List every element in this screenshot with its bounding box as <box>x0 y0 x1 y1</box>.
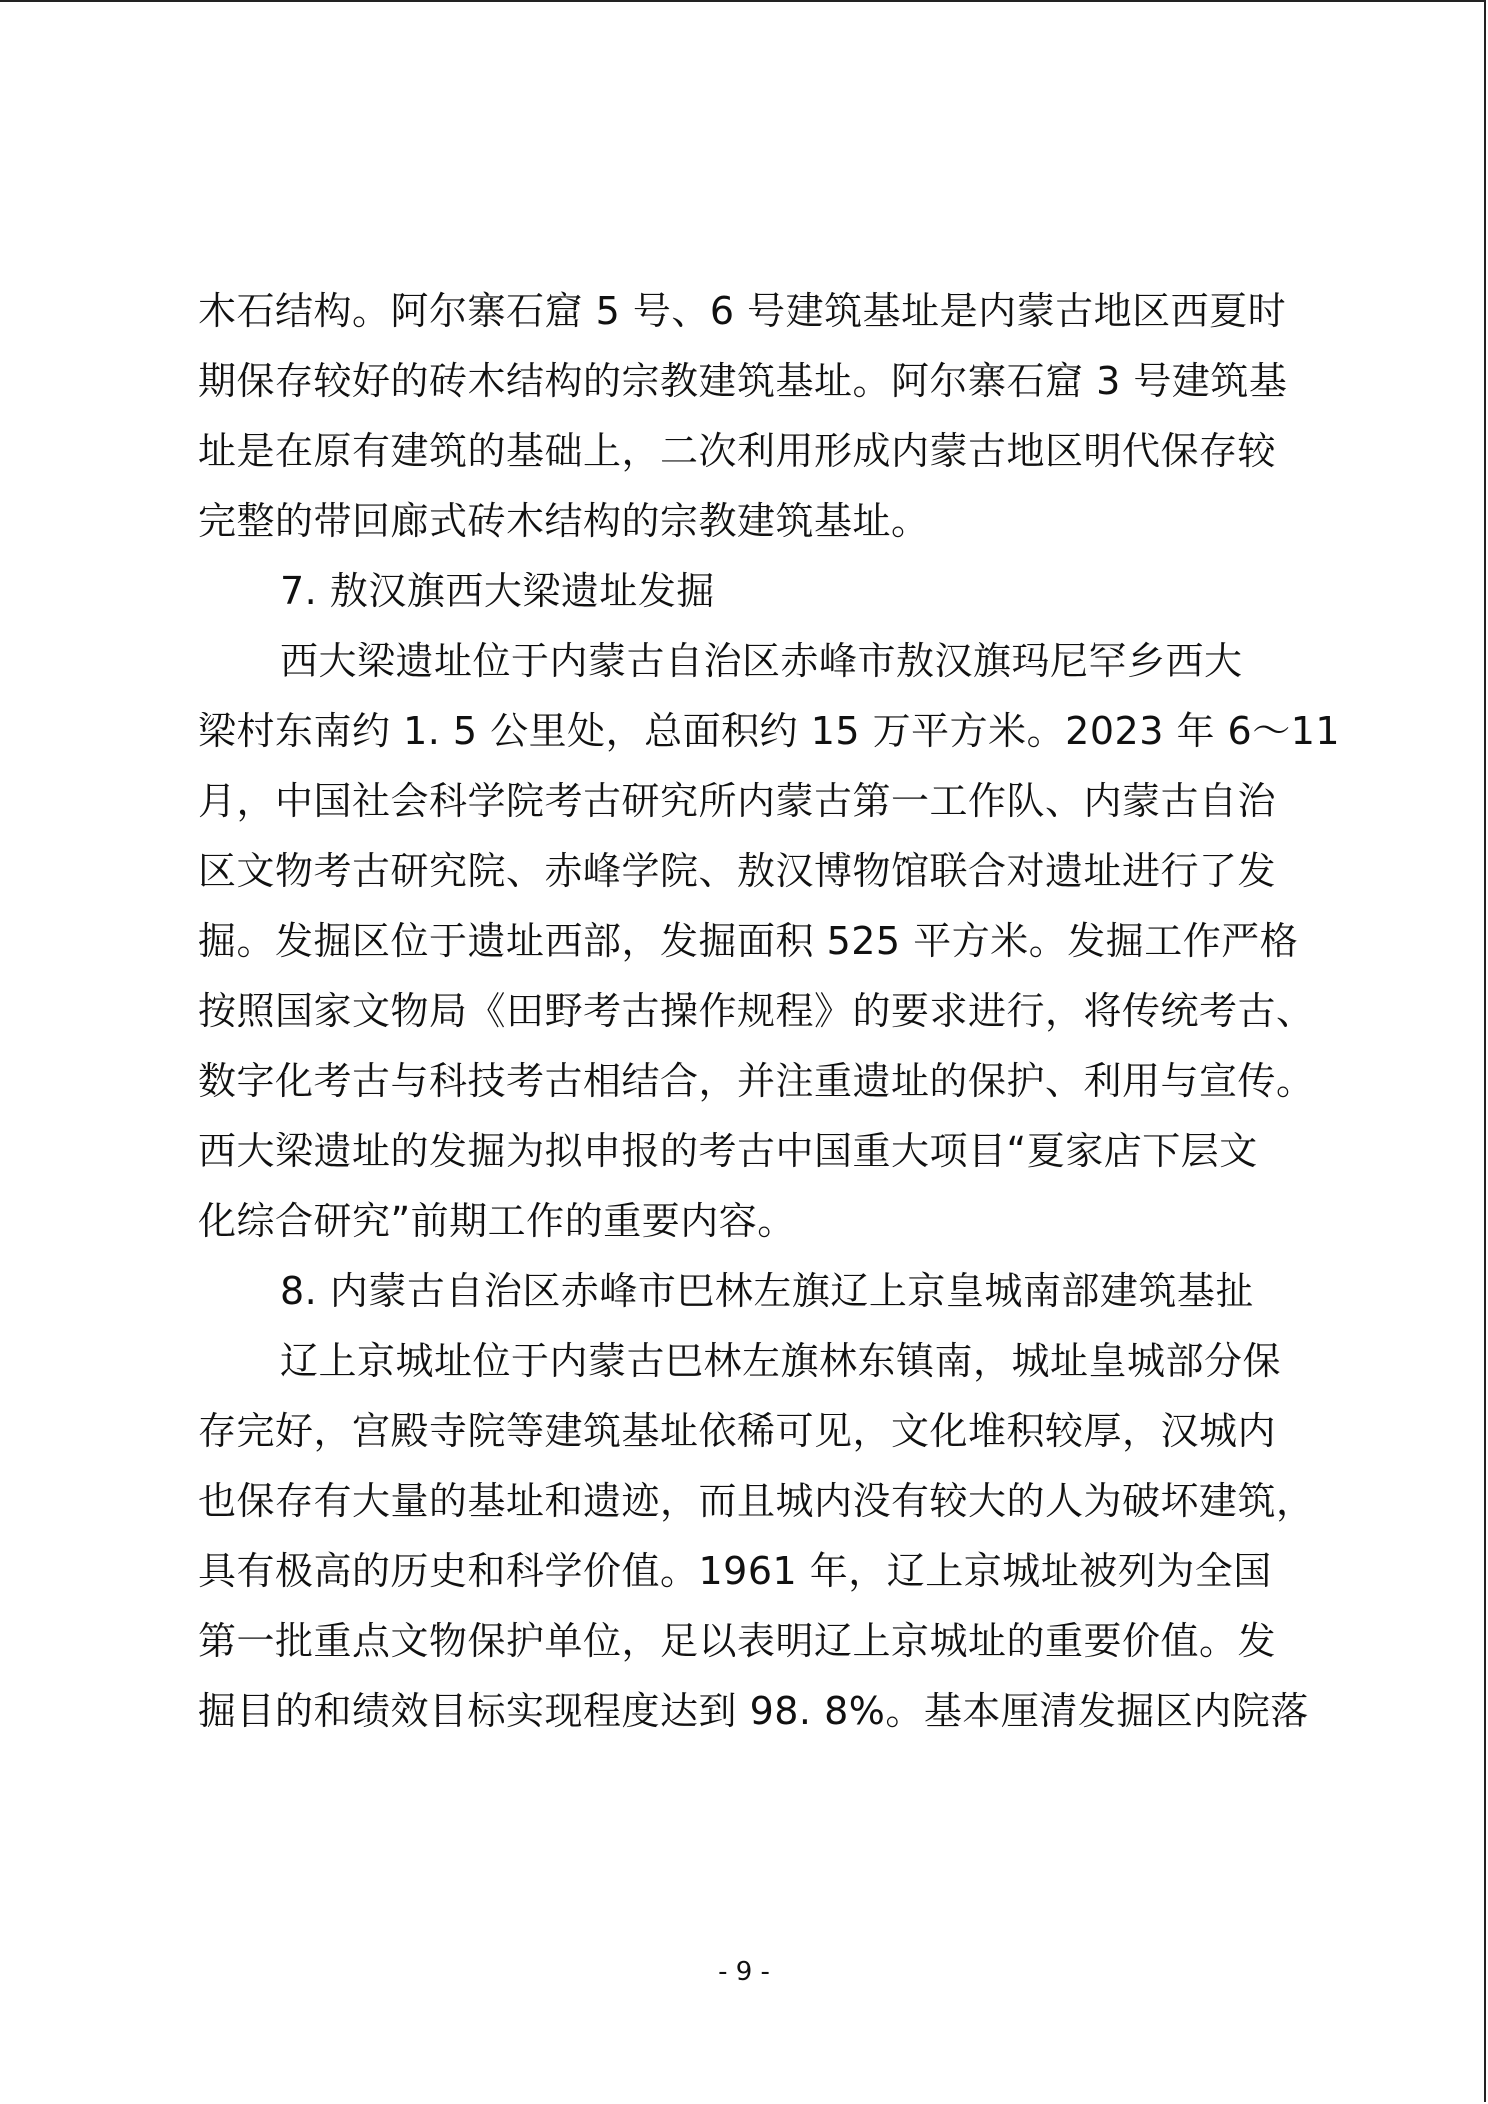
text-line: 木石结构。阿尔寨石窟 5 号、6 号建筑基址是内蒙古地区西夏时 <box>198 289 1287 333</box>
text-line: 期保存较好的砖木结构的宗教建筑基址。阿尔寨石窟 3 号建筑基 <box>198 359 1288 403</box>
page-number: - 9 - <box>718 1957 770 1987</box>
text-line: 掘。发掘区位于遗址西部，发掘面积 525 平方米。发掘工作严格 <box>198 919 1299 963</box>
document-body <box>198 276 1341 1746</box>
text-line: 数字化考古与科技考古相结合，并注重遗址的保护、利用与宣传。 <box>198 1059 1315 1103</box>
text-line: 区文物考古研究院、赤峰学院、敖汉博物馆联合对遗址进行了发 <box>198 849 1277 893</box>
text-line: 化综合研究”前期工作的重要内容。 <box>198 1199 796 1243</box>
text-line: 西大梁遗址的发掘为拟申报的考古中国重大项目“夏家店下层文 <box>198 1129 1258 1173</box>
text-line: 存完好，宫殿寺院等建筑基址依稀可见，文化堆积较厚，汉城内 <box>198 1409 1277 1453</box>
text-line: 也保存有大量的基址和遗迹，而且城内没有较大的人为破坏建筑， <box>198 1479 1315 1523</box>
section-heading-7: 7. 敖汉旗西大梁遗址发掘 <box>280 569 715 613</box>
section-heading-8: 8. 内蒙古自治区赤峰市巴林左旗辽上京皇城南部建筑基扯 <box>280 1269 1254 1313</box>
text-line: 掘目的和绩效目标实现程度达到 98. 8%。基本厘清发掘区内院落 <box>198 1689 1309 1733</box>
text-line: 月，中国社会科学院考古研究所内蒙古第一工作队、内蒙古自治 <box>198 779 1277 823</box>
text-line: 梁村东南约 1. 5 公里处，总面积约 15 万平方米。2023 年 6～11 <box>198 709 1341 753</box>
text-line: 完整的带回廊式砖木结构的宗教建筑基址。 <box>198 499 930 543</box>
text-line: 具有极高的历史和科学价值。1961 年，辽上京城址被列为全国 <box>198 1549 1272 1593</box>
text-line: 按照国家文物局《田野考古操作规程》的要求进行，将传统考古、 <box>198 989 1315 1033</box>
text-line: 第一批重点文物保护单位，足以表明辽上京城址的重要价值。发 <box>198 1619 1277 1663</box>
text-line: 辽上京城址位于内蒙古巴林左旗林东镇南，城址皇城部分保 <box>280 1339 1282 1383</box>
text-line: 西大梁遗址位于内蒙古自治区赤峰市敖汉旗玛尼罕乡西大 <box>280 639 1243 683</box>
text-line: 址是在原有建筑的基础上，二次利用形成内蒙古地区明代保存较 <box>198 429 1277 473</box>
